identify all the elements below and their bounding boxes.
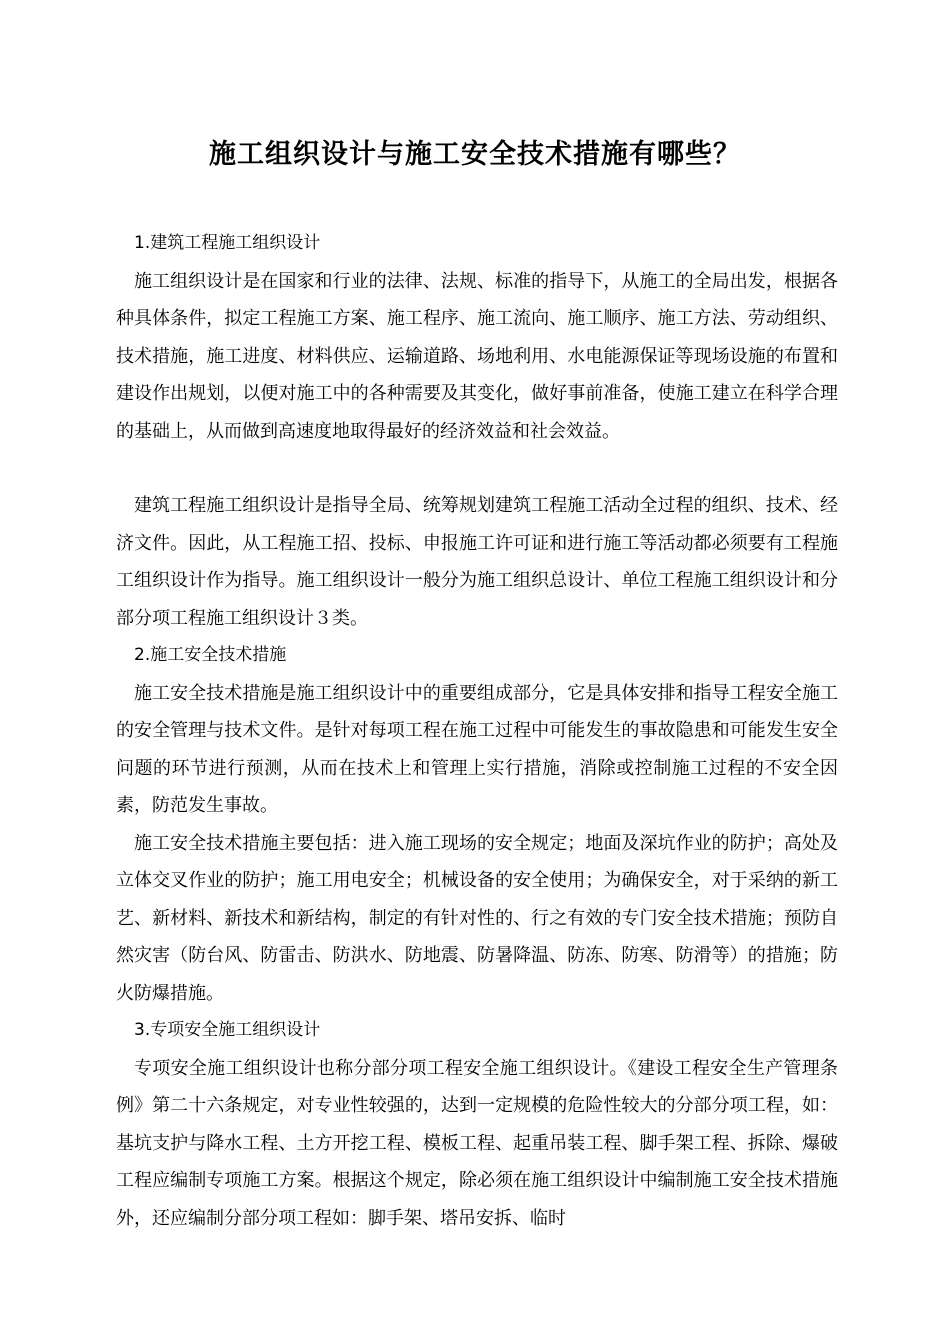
section-heading-3: 3.专项安全施工组织设计 (134, 1020, 321, 1040)
document-title: 施工组织设计与施工安全技术措施有哪些？ (209, 139, 741, 170)
section-heading-2: 2.施工安全技术措施 (134, 645, 287, 665)
paragraph-1-2: 建筑工程施工组织设计是指导全局、统筹规划建筑工程施工活动全过程的组织、技术、经济文件。因此，从工程施工招、投标、申报施工许可证和进行施工等活动都必须要有工程施工组织设计作为指导。施工组织设计一般分为施工组织总设计、单位工程施工组织设计和分部分项工程施工组织设计３类。 (116, 495, 838, 629)
paragraph-2-1: 施工安全技术措施是施工组织设计中的重要组成部分，它是具体安排和指导工程安全施工的安全管理与技术文件。是针对每项工程在施工过程中可能发生的事故隐患和可能发生安全问题的环节进行预测，从而在技术上和管理上实行措施，消除或控制施工过程的不安全因素，防范发生事故。 (116, 682, 838, 816)
section-heading-1: 1.建筑工程施工组织设计 (134, 233, 321, 253)
paragraph-2-2: 施工安全技术措施主要包括：进入施工现场的安全规定；地面及深坑作业的防护；高处及立体交叉作业的防护；施工用电安全；机械设备的安全使用；为确保安全，对于采纳的新工艺、新材料、新技术和新结构，制定的有针对性的、行之有效的专门安全技术措施；预防自然灾害（防台风、防雷击、防洪水、防地震、防暑降温、防冻、防寒、防滑等）的措施；防火防爆措施。 (116, 832, 838, 1004)
paragraph-3-1: 专项安全施工组织设计也称分部分项工程安全施工组织设计。《建设工程安全生产管理条例》第二十六条规定，对专业性较强的，达到一定规模的危险性较大的分部分项工程，如：基坑支护与降水工程、土方开挖工程、模板工程、起重吊装工程、脚手架工程、拆除、爆破工程应编制专项施工方案。根据这个规定，除必须在施工组织设计中编制施工安全技术措施外，还应编制分部分项工程如：脚手架、塔吊安拆、临时 (116, 1057, 838, 1229)
document-body (116, 225, 838, 1237)
paragraph-spacer (116, 450, 838, 487)
paragraph-1-1: 施工组织设计是在国家和行业的法律、法规、标准的指导下，从施工的全局出发，根据各种具体条件，拟定工程施工方案、施工程序、施工流向、施工顺序、施工方法、劳动组织、技术措施，施工进度、材料供应、运输道路、场地利用、水电能源保证等现场设施的布置和建设作出规划，以便对施工中的各种需要及其变化，做好事前准备，使施工建立在科学合理的基础上，从而做到高速度地取得最好的经济效益和社会效益。 (116, 270, 838, 442)
